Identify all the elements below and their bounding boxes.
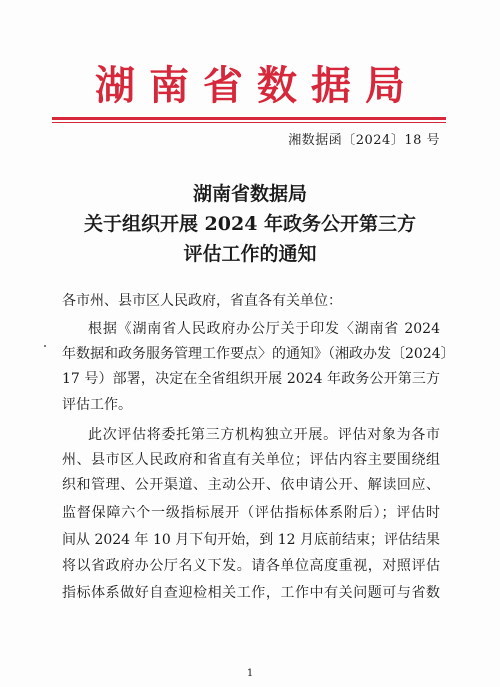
paragraph-2-line: 此次评估将委托第三方机构独立开展。评估对象为各市 xyxy=(88,427,440,443)
title-line-3: 评估工作的通知 xyxy=(183,243,317,265)
title-line-2: 关于组织开展 2024 年政务公开第三方 xyxy=(83,213,417,235)
paragraph-1-line: 根据《湖南省人民政府办公厅关于印发〈湖南省 2024 xyxy=(88,321,440,337)
paragraph-2-line: 指标体系做好自查迎检相关工作，工作中有关问题可与省数 xyxy=(62,585,440,601)
margin-dot xyxy=(44,345,46,347)
paragraph-2-line: 州、县市区人民政府和省直有关单位；评估内容主要围绕组 xyxy=(62,452,440,468)
masthead-red-rule-thick xyxy=(52,117,446,120)
paragraph-2-line: 织和管理、公开渠道、主动公开、依申请公开、解读回应、 xyxy=(62,477,440,493)
salutation: 各市州、县市区人民政府，省直各有关单位： xyxy=(62,293,342,309)
agency-masthead: 湖南省数据局 xyxy=(95,62,419,109)
masthead-red-rule-thin xyxy=(52,122,446,123)
paragraph-2-line: 将以省政府办公厅名义下发。请各单位高度重视，对照评估 xyxy=(62,558,440,574)
paragraph-1-line: 17 号）部署，决定在全省组织开展 2024 年政务公开第三方 xyxy=(62,371,440,387)
page-number: 1 xyxy=(246,668,254,679)
paragraph-2-line: 监督保障六个一级指标展开（评估指标体系附后）；评估时 xyxy=(62,505,440,521)
document-title xyxy=(0,179,500,269)
paragraph-2-line: 间从 2024 年 10 月下旬开始，到 12 月底前结束；评估结果 xyxy=(62,532,440,548)
paragraph-1-line: 年数据和政务服务管理工作要点〉的通知》（湘政办发〔2024〕 xyxy=(62,346,455,362)
paragraph-1-line: 评估工作。 xyxy=(62,397,132,413)
document-number: 湘数据函〔2024〕18 号 xyxy=(288,133,440,148)
title-line-1: 湖南省数据局 xyxy=(192,183,307,205)
